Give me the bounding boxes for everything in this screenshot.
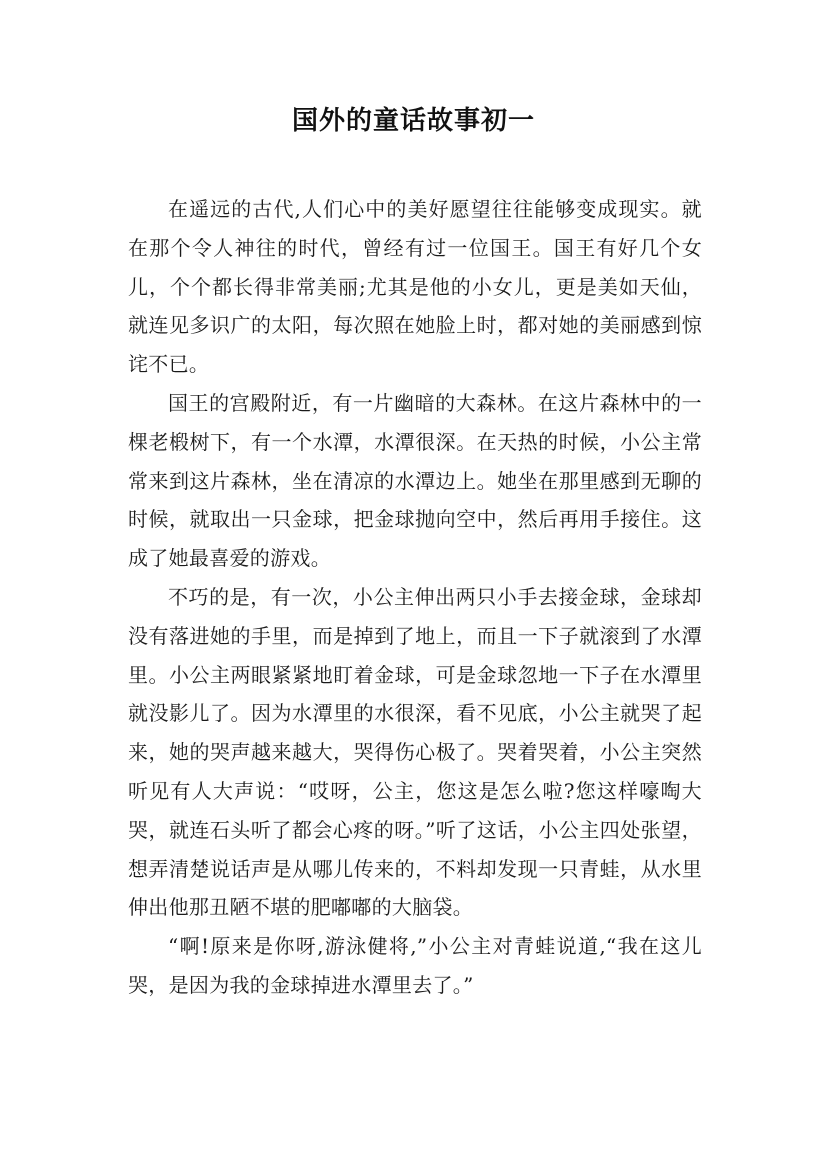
paragraph-2: 国王的宫殿附近，有一片幽暗的大森林。在这片森林中的一棵老椴树下，有一个水潭，水潭很深。在天热的时候，小公主常常来到这片森林，坐在清凉的水潭边上。她坐在那里感到无聊的时候，就取出一只金球，把金球抛向空中，然后再用手接住。这成了她最喜爱的游戏。 (128, 390, 702, 571)
paragraph-1: 在遥远的古代,人们心中的美好愿望往往能够变成现实。就在那个令人神往的时代，曾经有过一位国王。国王有好几个女儿，个个都长得非常美丽;尤其是他的小女儿，更是美如天仙，就连见多识广的太阳，每次照在她脸上时，都对她的美丽感到惊诧不已。 (128, 197, 702, 377)
document-title: 国外的童话故事初一 (291, 106, 535, 136)
document-body (128, 190, 702, 1005)
paragraph-3: 不巧的是，有一次，小公主伸出两只小手去接金球，金球却没有落进她的手里，而是掉到了地上，而且一下子就滚到了水潭里。小公主两眼紧紧地盯着金球，可是金球忽地一下子在水潭里就没影儿了。因为水潭里的水很深，看不见底，小公主就哭了起来，她的哭声越来越大，哭得伤心极了。哭着哭着，小公主突然听见有人大声说：“哎呀，公主，您这是怎么啦?您这样嚎啕大哭，就连石头听了都会心疼的呀。”听了这话，小公主四处张望，想弄清楚说话声是从哪儿传来的，不料却发现一只青蛙，从水里伸出他那丑陋不堪的肥嘟嘟的大脑袋。 (128, 584, 702, 920)
paragraph-4: “啊!原来是你呀,游泳健将,”小公主对青蛙说道,“我在这儿哭，是因为我的金球掉进水潭里去了。” (128, 934, 702, 997)
